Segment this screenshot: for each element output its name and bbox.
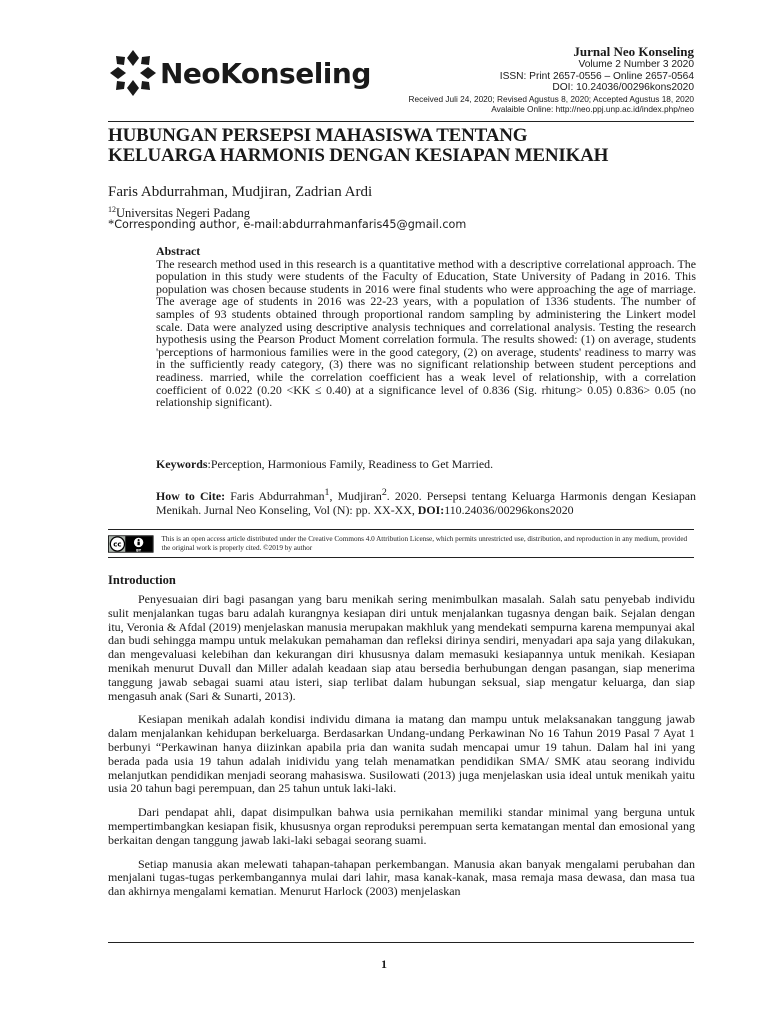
cite-text-mid: , Mudjiran: [329, 488, 382, 503]
body-paragraph: Penyesuaian diri bagi pasangan yang baru menikah sering menimbulkan masalah. Salah satu penyebab individu sulit menjalankan tugas baru adalah kurangnya kesiapan diri untuk menjalankan tugasnya dengan baik. Sejalan dengan itu, Veronia & Afdal (2019) menjelaskan manusia merupakan makhluk yang mendekati sempurna karena mempunyai akal dan budi sehingga mampu untuk melakukan pemahaman dan refleksi dirinya sendiri, menyadari apa saja yang dilakukan, dan mengevaluasi kelebihan dan kekurangan diri khususnya dalam memasuki kesiapannya untuk menikah. Kesiapan menikah menurut Duvall dan Miller adalah keadaan siap atau bersedia berhubungan dengan pasangan, siap menerima tanggung jawab sebagai suami atau isteri, siap terlibat dalam hubungan seksual, siap mengatur keluarga, dan siap mengasuh anak (Sari & Sunarti, 2013).: [108, 592, 695, 703]
body-paragraph: Setiap manusia akan melewati tahapan-tahapan perkembangan. Manusia akan banyak mengalami perubahan dan menjalani tugas-tugas perkembangannya mulai dari lahir, masa kanak-kanak, masa remaja masa dewasa, dan masa tua dan akhirnya mengalami kematian. Menurut Harlock (2003) menjelaskan: [108, 856, 695, 899]
introduction-body: [108, 593, 695, 909]
journal-available-link[interactable]: Avalaible Online: http://neo.ppj.unp.ac.id/index.php/neo: [491, 103, 694, 114]
by-badge-text: BY: [136, 547, 142, 552]
page-number: 1: [381, 957, 387, 971]
cite-sup-2: 2: [381, 487, 387, 498]
cc-by-badge-icon: [108, 533, 154, 555]
article-title-line-1: HUBUNGAN PERSEPSI MAHASISWA TENTANG: [108, 125, 528, 146]
cite-sup-1: 1: [324, 487, 330, 498]
how-to-cite: [156, 486, 696, 518]
journal-issn: ISSN: Print 2657-0556 – Online 2657-0564: [499, 70, 694, 82]
affiliation-name: Universitas Negeri Padang: [116, 206, 250, 221]
journal-info: [408, 44, 694, 114]
logo-wordmark: NeoKonseling: [160, 56, 371, 90]
corresponding-author: [108, 217, 466, 232]
body-paragraph: Dari pendapat ahli, dapat disimpulkan bahwa usia pernikahan memiliki standar minimal yang berguna untuk mempertimbangkan kesiapan fisik, khususnya organ reproduksi perempuan serta kematangan mental dan emosional yang berkaitan dengan tanggung jawab laki-laki sebagai seorang suami.: [108, 805, 695, 847]
cite-label: How to Cite:: [156, 488, 226, 503]
cc-badge-text: cc: [113, 539, 122, 549]
cite-text-after: . 2020. Persepsi tentang Keluarga Harmonis dengan Kesiapan Menikah. Jurnal Neo Konseling, Vol (N): pp. XX-XX,: [156, 488, 696, 518]
journal-dates: Received Juli 24, 2020; Revised Agustus 8, 2020; Accepted Agustus 18, 2020: [408, 93, 694, 104]
journal-logo: [108, 48, 371, 98]
footer-divider: [108, 942, 694, 943]
keywords-label: Keywords: [156, 457, 208, 471]
affiliation-superscript: 12: [108, 205, 116, 214]
abstract-heading: Abstract: [156, 244, 201, 258]
journal-name: Jurnal Neo Konseling: [573, 44, 694, 59]
cite-text-before: Faris Abdurrahman: [225, 488, 325, 503]
license-text: This is an open access article distributed under the Creative Commons 4.0 Attribution License, which permits unrestricted use, distribution, and reproduction in any medium, provided the original work is properly cited. ©2019 by author: [161, 534, 688, 552]
header-divider: [108, 121, 694, 122]
article-title: [108, 126, 708, 166]
journal-volume: Volume 2 Number 3 2020: [578, 59, 694, 70]
keywords-text: :Perception, Harmonious Family, Readiness to Get Married.: [207, 457, 494, 471]
cite-doi[interactable]: 110.24036/00296kons2020: [444, 503, 574, 518]
introduction-heading: Introduction: [108, 573, 176, 587]
corresponding-star: *: [108, 217, 115, 231]
abstract-text: The research method used in this research is a quantitative method with a descriptive correlational approach. The population in this study were students of the Faculty of Education, State University of Padang in 2016. This population was chosen because students in 2016 were final students who were approaching the age of marriage. The average age of students in 2016 was 22-23 years, with a population of 1336 students. The number of samples of 93 students obtained through proportional random sampling by administering the Linkert model scale. Data were analyzed using descriptive analysis techniques and correlational analysis. Testing the research hypothesis using the Pearson Product Moment correlation formula. The results showed: (1) on average, students 'perceptions of harmonious families were in the good category, (2) on average, students' readiness to marry was in the sufficiently ready category, (3) there was no significant relationship between student perceptions and readiness. married, while the correlation coefficient has a weak level of relationship, with a correlation coefficient of 0.022 (0.20 <KK ≤ 0.40) at a significance level of 0.836 (Sig. rhitung> 0.05) 0.836> 0.05 (no relationship significant).: [156, 256, 696, 410]
neokonseling-logo-icon: [108, 48, 158, 98]
license-box: [108, 529, 694, 558]
cite-doi-label: DOI:: [417, 503, 445, 518]
body-paragraph: Kesiapan menikah adalah kondisi individu dimana ia matang dan mampu untuk melaksanakan tanggung jawab dalam menjalankan kehidupan berkeluarga. Berdasarkan Undang-undang Perkawinan No 16 Tahun 2019 Pasal 7 Ayat 1 berbunyi “Perkawinan hanya diizinkan apabila pria dan wanita sudah mencapai umur 19 tahun. Dalam hal ini yang berada pada usia 19 tahun adalah inidividu yang telah menamatkan pendidikan SMA/ SMK atau seorang individu melanjutkan pendidikan menjadi seorang mahasiswa. Susilowati (2013) juga menjelaskan usia ideal untuk menikah yaitu usia 20 tahun bagi perempuan, dan 25 tahun untuk laki-laki.: [108, 712, 695, 796]
corresponding-email[interactable]: Corresponding author, e-mail:abdurrahmanfaris45@gmail.com: [114, 218, 467, 231]
abstract-section: [156, 245, 696, 409]
article-title-line-2: KELUARGA HARMONIS DENGAN KESIAPAN MENIKAH: [108, 145, 609, 166]
journal-doi: DOI: 10.24036/00296kons2020: [552, 82, 694, 93]
article-authors: Faris Abdurrahman, Mudjiran, Zadrian Ardi: [108, 184, 373, 200]
keywords-line: [156, 457, 696, 471]
